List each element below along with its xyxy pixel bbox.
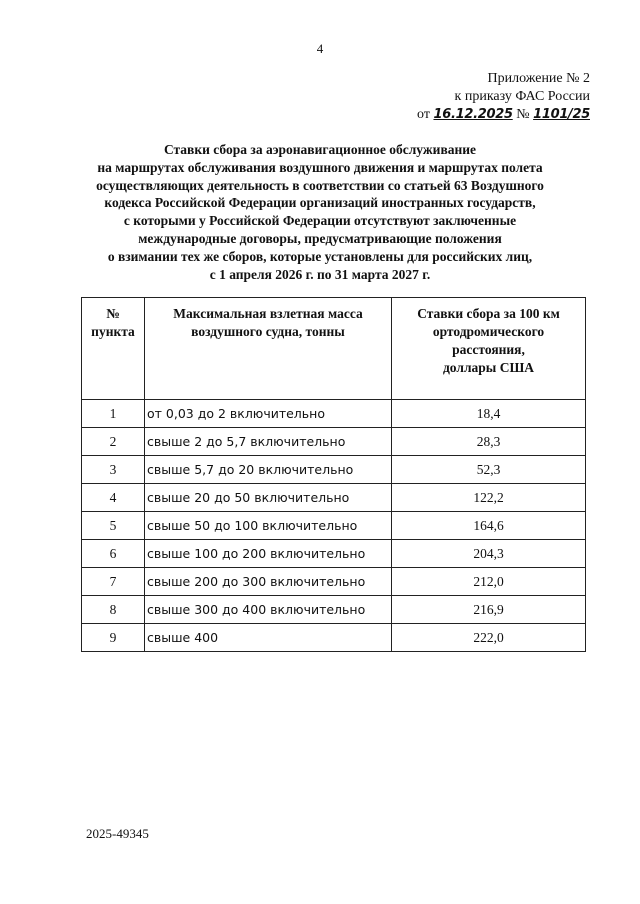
title-line: кодекса Российской Федерации организаций иностранных государств, (104, 195, 536, 211)
header-rate (392, 298, 586, 400)
table-row (82, 624, 586, 652)
title-line: осуществляющих деятельность в соответствии со статьей 63 Воздушного (96, 177, 544, 193)
table-row (82, 512, 586, 540)
header-item-number (82, 298, 145, 400)
table-row (82, 596, 586, 624)
cell-number: 5 (82, 512, 145, 540)
cell-rate: 52,3 (392, 456, 586, 484)
title-line: с которыми у Российской Федерации отсутствуют заключенные (123, 213, 517, 229)
title-line: на маршрутах обслуживания воздушного движения и маршрутах полета (97, 159, 543, 175)
cell-number: 4 (82, 484, 145, 512)
table-row (82, 400, 586, 428)
header-text: расстояния, (452, 342, 525, 357)
table-header-row (82, 298, 586, 400)
cell-rate: 28,3 (392, 428, 586, 456)
rates-table (81, 297, 586, 652)
cell-mass: свыше 50 до 100 включительно (145, 512, 392, 540)
cell-mass: свыше 100 до 200 включительно (145, 540, 392, 568)
cell-mass: от 0,03 до 2 включительно (145, 400, 392, 428)
date-prefix: от (417, 107, 430, 122)
table-row (82, 456, 586, 484)
cell-number: 2 (82, 428, 145, 456)
table-row (82, 484, 586, 512)
title-line: международные договоры, предусматривающие положения (138, 230, 502, 246)
cell-number: 3 (82, 456, 145, 484)
header-text: ортодромического (432, 324, 545, 339)
cell-number: 7 (82, 568, 145, 596)
cell-rate: 216,9 (392, 596, 586, 624)
cell-rate: 122,2 (392, 484, 586, 512)
page-number: 4 (316, 41, 324, 56)
cell-mass: свыше 2 до 5,7 включительно (145, 428, 392, 456)
header-max-takeoff-mass (145, 298, 392, 400)
cell-number: 6 (82, 540, 145, 568)
header-text: Максимальная взлетная масса (173, 306, 363, 321)
order-reference: к приказу ФАС России (454, 89, 590, 104)
cell-number: 9 (82, 624, 145, 652)
number-sign: № (516, 107, 530, 122)
cell-number: 8 (82, 596, 145, 624)
cell-mass: свыше 400 (145, 624, 392, 652)
cell-mass: свыше 200 до 300 включительно (145, 568, 392, 596)
header-text: доллары США (442, 360, 535, 375)
handwritten-date: 16.12.2025 (433, 107, 513, 122)
cell-rate: 164,6 (392, 512, 586, 540)
appendix-title: Приложение № 2 (487, 71, 590, 86)
handwritten-number: 1101/25 (533, 107, 590, 122)
cell-mass: свыше 20 до 50 включительно (145, 484, 392, 512)
document-title (60, 141, 580, 283)
table-row (82, 540, 586, 568)
cell-mass: свыше 5,7 до 20 включительно (145, 456, 392, 484)
header-text: № (106, 306, 120, 321)
title-line: о взимании тех же сборов, которые установлены для российских лиц, (107, 248, 533, 264)
title-line: Ставки сбора за аэронавигационное обслуживание (163, 142, 477, 157)
cell-rate: 204,3 (392, 540, 586, 568)
order-date-number (390, 106, 590, 124)
cell-rate: 18,4 (392, 400, 586, 428)
appendix-header (390, 70, 590, 124)
header-text: воздушного судна, тонны (191, 324, 345, 339)
header-text: пункта (91, 324, 135, 339)
table-row (82, 568, 586, 596)
cell-mass: свыше 300 до 400 включительно (145, 596, 392, 624)
title-line: с 1 апреля 2026 г. по 31 марта 2027 г. (209, 266, 431, 282)
table-row (82, 428, 586, 456)
header-text: Ставки сбора за 100 км (417, 306, 560, 321)
cell-rate: 212,0 (392, 568, 586, 596)
cell-number: 1 (82, 400, 145, 428)
document-registration-code: 2025-49345 (86, 826, 149, 841)
cell-rate: 222,0 (392, 624, 586, 652)
